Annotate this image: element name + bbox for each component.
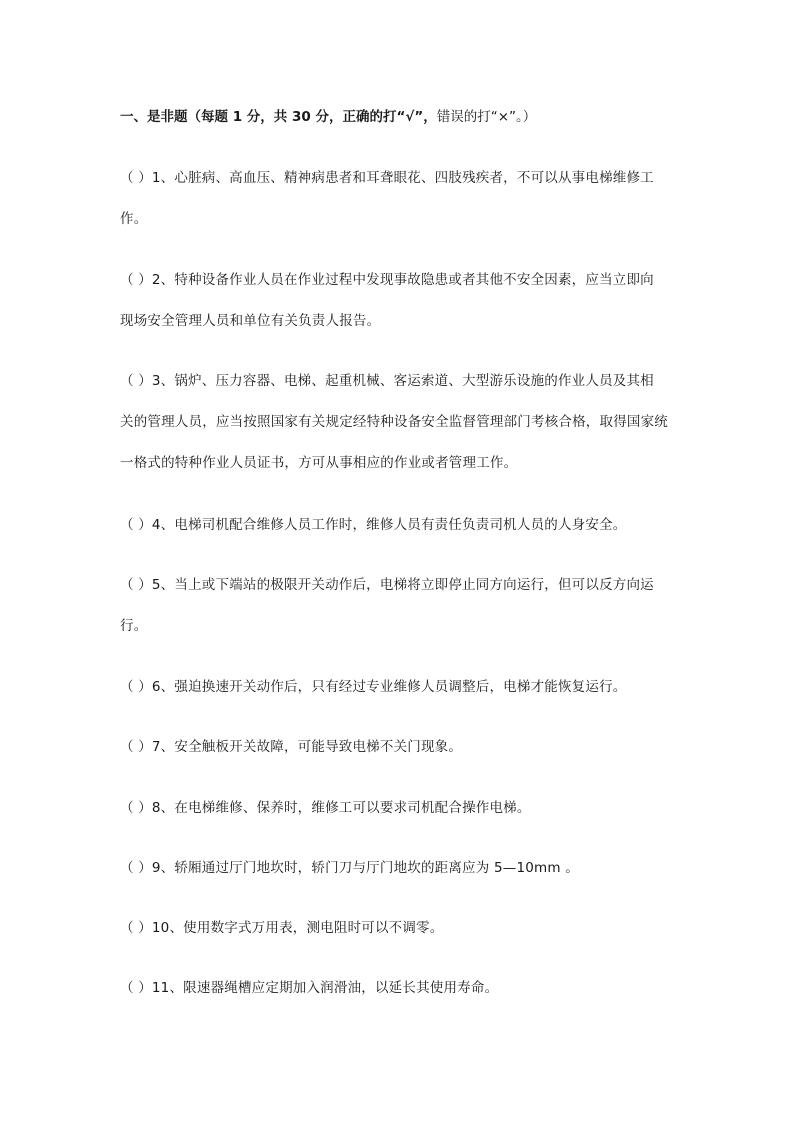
question-3 xyxy=(120,361,676,484)
question-3-line-2: 关的管理人员，应当按照国家有关规定经特种设备安全监督管理部门考核合格，取得国家统 xyxy=(120,414,668,430)
question-3-line-3: 一格式的特种作业人员证书，方可从事相应的作业或者管理工作。 xyxy=(120,455,518,471)
question-2-line-2: 现场安全管理人员和单位有关负责人报告。 xyxy=(120,313,381,329)
question-7-line-1: （ ）7、安全触板开关故障，可能导致电梯不关门现象。 xyxy=(120,739,463,755)
question-4-line-1: （ ）4、电梯司机配合维修人员工作时，维修人员有责任负责司机人员的人身安全。 xyxy=(120,517,627,533)
question-1 xyxy=(120,158,676,240)
question-11 xyxy=(120,968,676,1009)
question-1-line-1: （ ）1、心脏病、高血压、精神病患者和耳聋眼花、四肢残疾者，不可以从事电梯维修工 xyxy=(120,170,654,186)
section-heading xyxy=(120,106,536,128)
question-6-line-1: （ ）6、强迫换速开关动作后，只有经过专业维修人员调整后，电梯才能恢复运行。 xyxy=(120,679,627,695)
section-heading-main: 一、是非题（每题 1 分，共 30 分，正确的打“√”， xyxy=(120,109,437,125)
question-2 xyxy=(120,260,676,342)
question-1-line-2: 作。 xyxy=(120,211,148,227)
question-4 xyxy=(120,505,676,546)
question-3-line-1: （ ）3、锅炉、压力容器、电梯、起重机械、客运索道、大型游乐设施的作业人员及其相 xyxy=(120,373,654,389)
question-5-line-2: 行。 xyxy=(120,618,148,634)
section-heading-tail: 错误的打“×”。） xyxy=(436,109,537,125)
question-8-line-1: （ ）8、在电梯维修、保养时，维修工可以要求司机配合操作电梯。 xyxy=(120,800,531,816)
question-10-line-1: （ ）10、使用数字式万用表，测电阻时可以不调零。 xyxy=(120,920,444,936)
question-9 xyxy=(120,848,676,889)
question-7 xyxy=(120,727,676,768)
question-10 xyxy=(120,908,676,949)
question-2-line-1: （ ）2、特种设备作业人员在作业过程中发现事故隐患或者其他不安全因素，应当立即向 xyxy=(120,272,654,288)
question-11-line-1: （ ）11、限速器绳槽应定期加入润滑油，以延长其使用寿命。 xyxy=(120,980,499,996)
question-6 xyxy=(120,667,676,708)
question-5-line-1: （ ）5、当上或下端站的极限开关动作后，电梯将立即停止同方向运行，但可以反方向运 xyxy=(120,577,654,593)
question-9-line-1: （ ）9、轿厢通过厅门地坎时，轿门刀与厅门地坎的距离应为 5—10mm 。 xyxy=(120,860,579,876)
question-8 xyxy=(120,788,676,829)
question-5 xyxy=(120,565,676,647)
